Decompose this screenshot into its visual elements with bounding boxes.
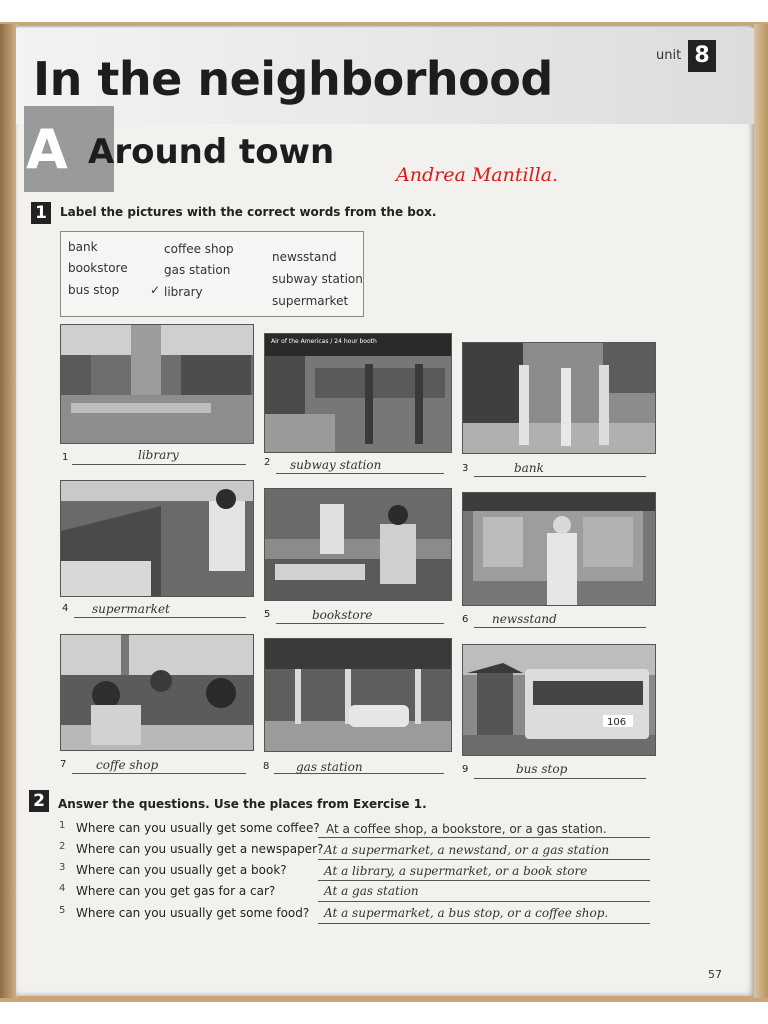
answer-line-7[interactable] [72, 773, 246, 774]
picture-7-number: 7 [60, 759, 67, 770]
picture-6-answer: newsstand [492, 612, 557, 626]
question-3-answer-line[interactable] [318, 880, 650, 881]
section-title: Around town [88, 132, 335, 172]
section-letter: A [26, 118, 68, 181]
check-mark-icon: ✓ [150, 283, 161, 297]
question-1-answer-line[interactable] [318, 837, 650, 838]
exercise-2-instruction: Answer the questions. Use the places from Exercise 1. [58, 797, 427, 811]
photo-bus-stop [462, 644, 656, 756]
answer-line-5[interactable] [276, 623, 444, 624]
picture-3-number: 3 [462, 463, 469, 474]
word-subway-station: subway station [272, 272, 363, 286]
question-4-answer-line[interactable] [318, 901, 650, 902]
photo-bookstore [264, 488, 452, 601]
page-number: 57 [708, 968, 722, 981]
picture-2-number: 2 [264, 457, 271, 468]
picture-6-number: 6 [462, 614, 469, 625]
page-title: In the neighborhood [33, 52, 553, 106]
picture-4-answer: supermarket [92, 602, 170, 616]
question-4-answer: At a gas station [324, 884, 419, 898]
answer-line-1[interactable] [72, 464, 246, 465]
word-bookstore: bookstore [68, 261, 128, 275]
student-name-handwriting: Andrea Mantilla. [396, 164, 559, 186]
word-coffee-shop: coffee shop [164, 242, 234, 256]
photo-subway-station [264, 333, 452, 453]
exercise-1-instruction: Label the pictures with the correct words from the box. [60, 205, 437, 219]
word-supermarket: supermarket [272, 294, 349, 308]
exercise-1-number: 1 [31, 202, 51, 224]
picture-7-answer: coffe shop [96, 758, 159, 772]
answer-line-2[interactable] [276, 473, 444, 474]
picture-1-answer: library [138, 448, 179, 462]
picture-1-number: 1 [62, 452, 69, 463]
question-1-answer: At a coffee shop, a bookstore, or a gas station. [326, 822, 607, 836]
picture-4-number: 4 [62, 603, 69, 614]
picture-9-number: 9 [462, 764, 469, 775]
word-bus-stop: bus stop [68, 283, 120, 297]
question-5-number: 5 [59, 905, 66, 916]
question-5-answer-line[interactable] [318, 923, 650, 924]
answer-line-6[interactable] [474, 627, 646, 628]
page-stack-edge [754, 24, 768, 998]
picture-8-number: 8 [263, 761, 270, 772]
question-3-text: Where can you usually get a book? [76, 863, 287, 877]
bus-number-text: 106 [607, 717, 627, 728]
question-3-number: 3 [59, 862, 66, 873]
word-bank: bank [68, 240, 98, 254]
question-2-text: Where can you usually get a newspaper? [76, 842, 324, 856]
question-1-number: 1 [59, 820, 66, 831]
unit-number-badge: 8 [688, 40, 716, 72]
exercise-2-number: 2 [29, 790, 49, 812]
picture-5-answer: bookstore [312, 608, 373, 622]
photo-coffee-shop [60, 634, 254, 751]
subway-sign-text: Air of the Americas / 24 hour booth [271, 338, 377, 345]
question-2-answer: At a supermarket, a newstand, or a gas station [324, 843, 610, 857]
picture-2-answer: subway station [290, 458, 382, 472]
picture-5-number: 5 [264, 609, 271, 620]
question-4-text: Where can you get gas for a car? [76, 884, 276, 898]
picture-8-answer: gas station [296, 760, 363, 774]
question-2-answer-line[interactable] [318, 859, 650, 860]
word-library: library [164, 285, 203, 299]
picture-3-answer: bank [514, 461, 544, 475]
word-gas-station: gas station [164, 263, 231, 277]
question-2-number: 2 [59, 841, 66, 852]
answer-line-3[interactable] [474, 476, 646, 477]
photo-bank [462, 342, 656, 454]
photo-library [60, 324, 254, 444]
answer-line-4[interactable] [74, 617, 246, 618]
photo-supermarket [60, 480, 254, 597]
question-1-text: Where can you usually get some coffee? [76, 821, 320, 835]
answer-line-9[interactable] [474, 778, 646, 779]
question-4-number: 4 [59, 883, 66, 894]
question-5-answer: At a supermarket, a bus stop, or a coffee shop. [324, 906, 609, 920]
picture-9-answer: bus stop [516, 762, 568, 776]
question-5-text: Where can you usually get some food? [76, 906, 310, 920]
unit-label: unit [656, 48, 682, 63]
word-newsstand: newsstand [272, 250, 337, 264]
photo-newsstand [462, 492, 656, 606]
question-3-answer: At a library, a supermarket, or a book store [324, 864, 588, 878]
photo-gas-station [264, 638, 452, 752]
